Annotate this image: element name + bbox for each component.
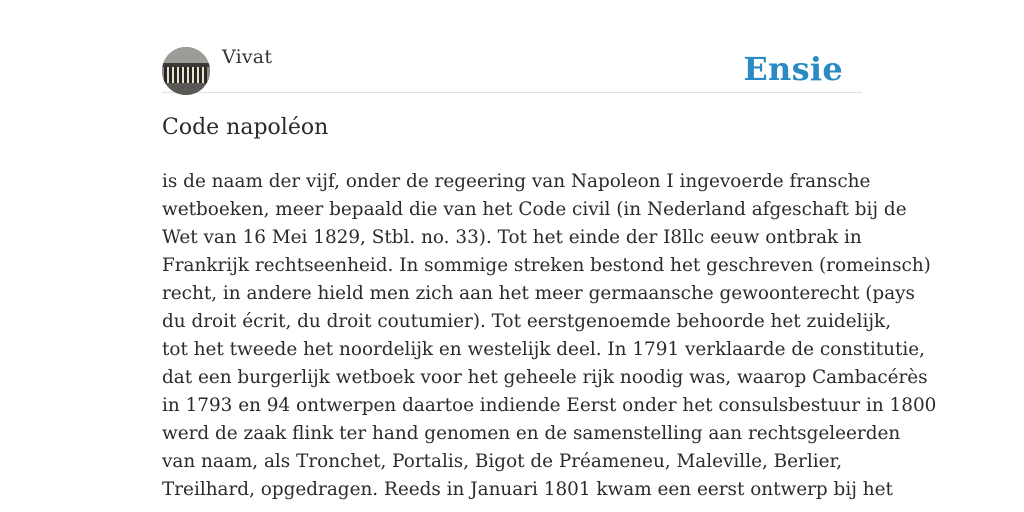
article-text-line: tot het tweede het noordelijk en westelijk deel. In 1791 verklaarde de constitutie, xyxy=(162,339,925,360)
page-title: Code napoléon xyxy=(162,115,329,140)
article-text-line: werd de zaak flink ter hand genomen en de samenstelling aan rechtsgeleerden xyxy=(162,423,901,444)
article-text-line: Wet van 16 Mei 1829, Stbl. no. 33). Tot het einde der I8llc eeuw ontbrak in xyxy=(162,227,862,248)
article-text-line: in 1793 en 94 ontwerpen daartoe indiende Eerst onder het consulsbestuur in 1800 xyxy=(162,395,937,416)
book-stack-icon xyxy=(162,47,210,95)
avatar[interactable] xyxy=(162,47,210,95)
brand-logo[interactable]: Ensie xyxy=(743,50,843,88)
article-text-line: recht, in andere hield men zich aan het meer germaansche gewoonterecht (pays xyxy=(162,283,915,304)
page-header xyxy=(162,46,862,93)
article-text-line: Frankrijk rechtseenheid. In sommige streken bestond het geschreven (romeinsch) xyxy=(162,255,931,276)
article-text-line: van naam, als Tronchet, Portalis, Bigot de Préameneu, Maleville, Berlier, xyxy=(162,451,843,472)
article-text-line: dat een burgerlijk wetboek voor het geheele rijk noodig was, waarop Cambacérès xyxy=(162,367,928,388)
article-text-line: wetboeken, meer bepaald die van het Code civil (in Nederland afgeschaft bij de xyxy=(162,199,907,220)
article-body xyxy=(162,168,937,504)
article-text-line: Treilhard, opgedragen. Reeds in Januari 1801 kwam een eerst ontwerp bij het xyxy=(162,479,893,500)
article-text-line: is de naam der vijf, onder de regeering van Napoleon I ingevoerde fransche xyxy=(162,171,871,192)
article-text-line: du droit écrit, du droit coutumier). Tot eerstgenoemde behoorde het zuidelijk, xyxy=(162,311,892,332)
username[interactable]: Vivat xyxy=(222,46,273,68)
